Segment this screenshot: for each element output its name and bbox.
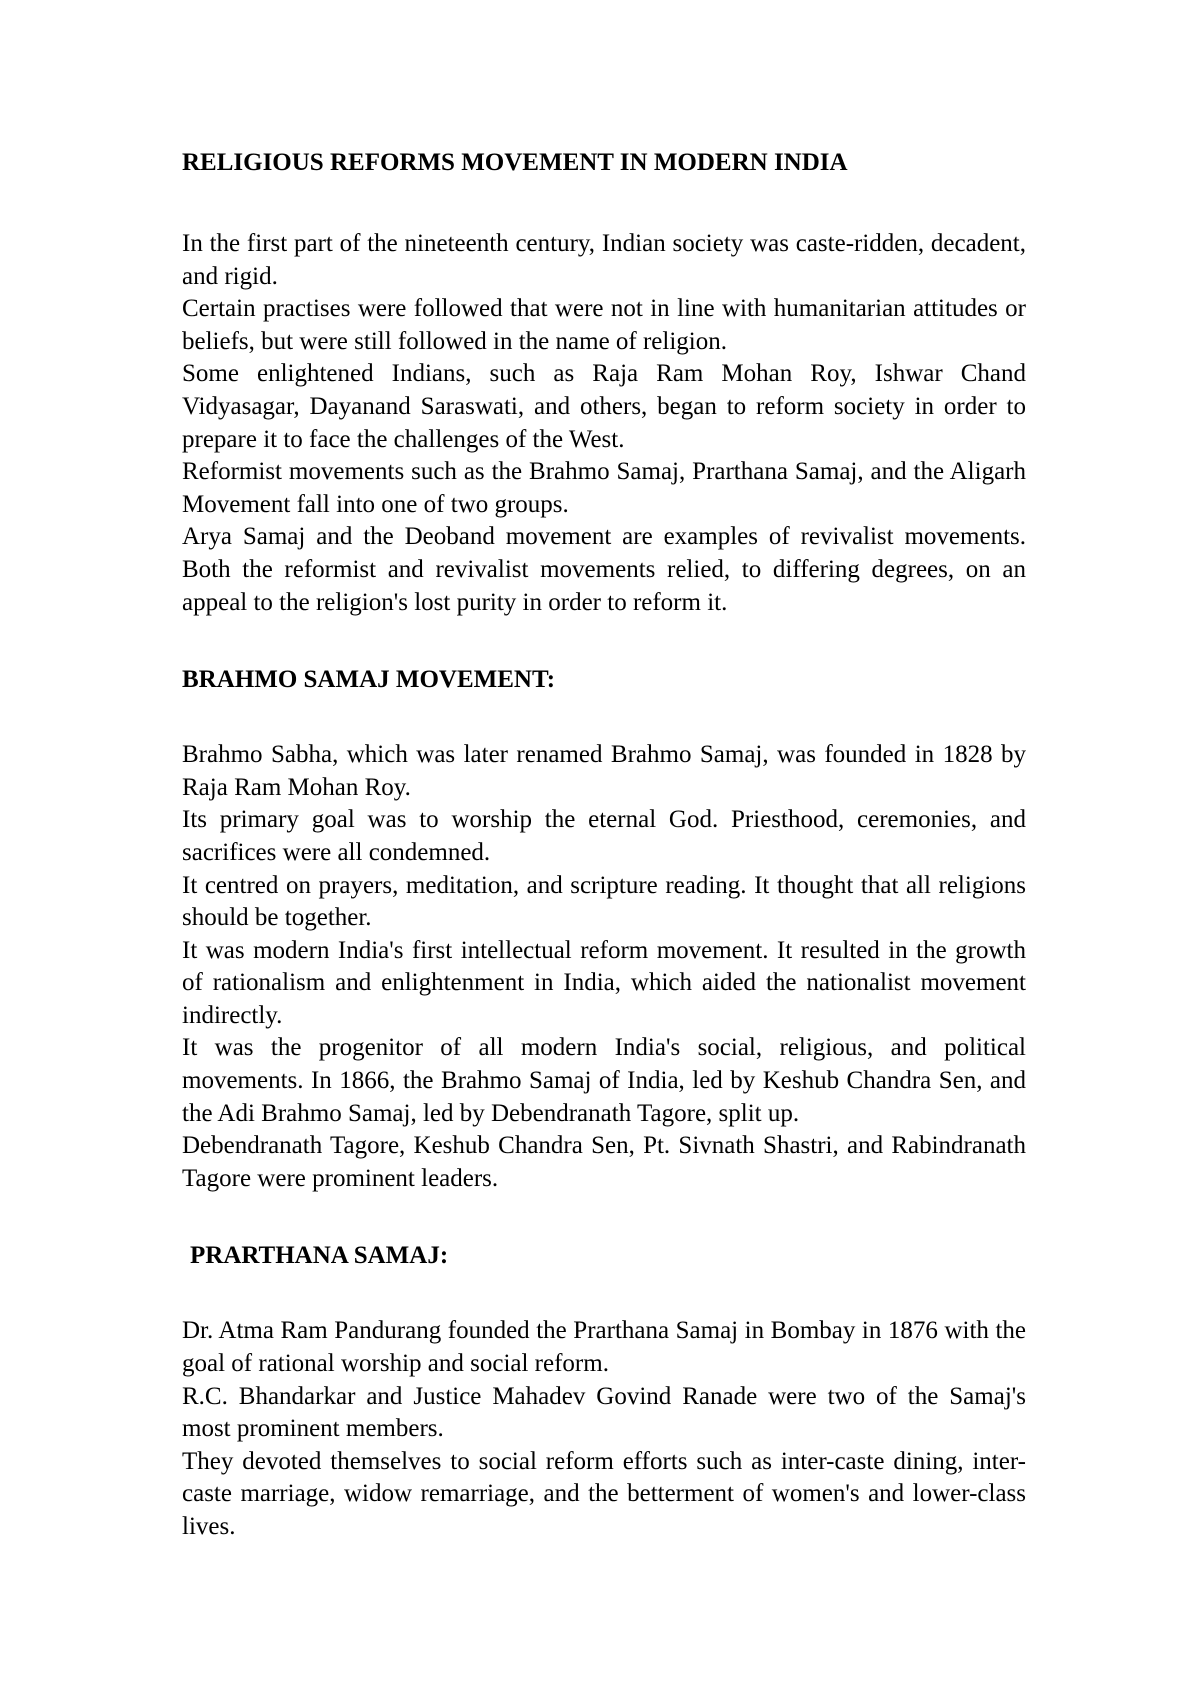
section-paragraph: It was the progenitor of all modern India's social, religious, and political movements. In 1866, the Brahmo Samaj of India, led by Keshub Chandra Sen, and the Adi Brahmo Samaj, led by Debendranath Tagore, split up. [182, 1034, 1026, 1127]
intro-paragraph: In the first part of the nineteenth century, Indian society was caste-ridden, decadent, and rigid. [182, 230, 1026, 290]
section-paragraph: It was modern India's first intellectual reform movement. It resulted in the growth of rationalism and enlightenment in India, which aided the nationalist movement indirectly. [182, 936, 1026, 1029]
section-paragraph: R.C. Bhandarkar and Justice Mahadev Govind Ranade were two of the Samaj's most prominent members. [182, 1382, 1026, 1443]
section-heading-brahmo-samaj: BRAHMO SAMAJ MOVEMENT: [182, 666, 556, 694]
document-body [182, 146, 1026, 1588]
intro-paragraph: Certain practises were followed that were not in line with humanitarian attitudes or beliefs, but were still followed in the name of religion. [182, 295, 1026, 355]
section-paragraph: They devoted themselves to social reform efforts such as inter-caste dining, inter-caste marriage, widow remarriage, and the betterment of women's and lower-class lives. [182, 1447, 1026, 1540]
intro-block [182, 228, 1026, 619]
document-title: RELIGIOUS REFORMS MOVEMENT IN MODERN INDIA [182, 149, 848, 176]
prarthana-samaj-block [182, 1315, 1026, 1543]
section-heading-prarthana-samaj: PRARTHANA SAMAJ: [190, 1242, 449, 1270]
intro-paragraph: Reformist movements such as the Brahmo Samaj, Prarthana Samaj, and the Aligarh Movement fall into one of two groups. [182, 458, 1026, 518]
section-paragraph: Debendranath Tagore, Keshub Chandra Sen, Pt. Sivnath Shastri, and Rabindranath Tagore were prominent leaders. [182, 1132, 1026, 1192]
section-paragraph: It centred on prayers, meditation, and scripture reading. It thought that all religions should be together. [182, 871, 1026, 932]
section-paragraph: Brahmo Sabha, which was later renamed Brahmo Samaj, was founded in 1828 by Raja Ram Mohan Roy. [182, 741, 1026, 801]
section-paragraph: Dr. Atma Ram Pandurang founded the Prarthana Samaj in Bombay in 1876 with the goal of rational worship and social reform. [182, 1317, 1026, 1378]
intro-paragraph: Some enlightened Indians, such as Raja Ram Mohan Roy, Ishwar Chand Vidyasagar, Dayanand Saraswati, and others, began to reform society in order to prepare it to face the challenges of the West. [182, 360, 1026, 453]
intro-paragraph: Arya Samaj and the Deoband movement are examples of revivalist movements. Both the reformist and revivalist movements relied, to differing degrees, on an appeal to the religion's lost purity in order to reform it. [182, 523, 1026, 616]
section-paragraph: Its primary goal was to worship the eternal God. Priesthood, ceremonies, and sacrifices were all condemned. [182, 806, 1026, 866]
brahmo-samaj-block [182, 739, 1026, 1195]
